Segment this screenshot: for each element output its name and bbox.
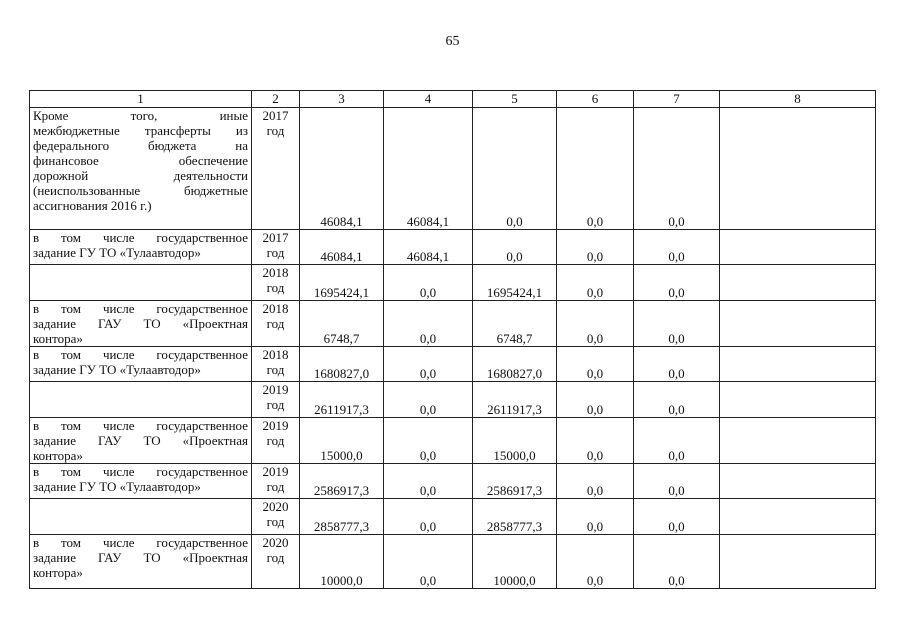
table-row: [30, 418, 876, 464]
value-cell: 46084,1: [300, 230, 384, 265]
table-row: [30, 347, 876, 382]
value-cell: 0,0: [634, 418, 720, 464]
value-cell: 0,0: [557, 230, 634, 265]
notes-cell: [720, 418, 876, 464]
row-year: [252, 418, 300, 464]
value-cell: 0,0: [557, 108, 634, 230]
description-line: в том числе государственное: [33, 301, 248, 316]
value-cell: 0,0: [634, 230, 720, 265]
table-row: [30, 265, 876, 301]
row-description: [30, 382, 252, 418]
row-year: [252, 301, 300, 347]
row-year: [252, 382, 300, 418]
year-line: 2019: [262, 418, 289, 433]
notes-cell: [720, 108, 876, 230]
description-line: контора»: [33, 448, 83, 463]
row-year: [252, 464, 300, 499]
table-row: [30, 108, 876, 230]
description-line: в том числе государственное: [33, 230, 248, 245]
value-cell: 46084,1: [300, 108, 384, 230]
notes-cell: [720, 382, 876, 418]
table-row: [30, 230, 876, 265]
notes-cell: [720, 464, 876, 499]
value-cell: 2586917,3: [473, 464, 557, 499]
value-cell: 15000,0: [473, 418, 557, 464]
description-line: задание ГАУ ТО «Проектная: [33, 550, 248, 565]
year-line: год: [266, 479, 285, 494]
year-line: год: [266, 550, 285, 565]
value-cell: 0,0: [557, 418, 634, 464]
page-number: 65: [445, 34, 460, 49]
notes-cell: [720, 499, 876, 535]
row-year: [252, 230, 300, 265]
notes-cell: [720, 230, 876, 265]
description-line: задание ГУ ТО «Тулаавтодор»: [33, 362, 201, 377]
year-line: год: [266, 245, 285, 260]
year-line: 2019: [262, 464, 289, 479]
value-cell: 1680827,0: [473, 347, 557, 382]
notes-cell: [720, 301, 876, 347]
value-cell: 0,0: [557, 499, 634, 535]
value-cell: 0,0: [634, 499, 720, 535]
table-row: [30, 464, 876, 499]
value-cell: 15000,0: [300, 418, 384, 464]
description-line: в том числе государственное: [33, 347, 248, 362]
year-line: 2018: [262, 265, 289, 280]
row-description: [30, 108, 252, 230]
year-line: 2020: [262, 535, 289, 550]
value-cell: 0,0: [557, 265, 634, 301]
header-row: [30, 91, 876, 108]
year-line: год: [266, 280, 285, 295]
row-description: [30, 418, 252, 464]
row-year: [252, 499, 300, 535]
column-header: 1: [30, 91, 252, 108]
year-line: год: [266, 433, 285, 448]
description-line: в том числе государственное: [33, 535, 248, 550]
row-year: [252, 265, 300, 301]
description-line: Кроме того, иные: [33, 108, 248, 123]
row-description: [30, 499, 252, 535]
value-cell: 1680827,0: [300, 347, 384, 382]
row-description: [30, 230, 252, 265]
value-cell: 0,0: [634, 265, 720, 301]
value-cell: 0,0: [634, 535, 720, 589]
column-header: 2: [252, 91, 300, 108]
row-year: [252, 347, 300, 382]
row-description: [30, 301, 252, 347]
description-line: федерального бюджета на: [33, 138, 248, 153]
year-line: год: [266, 397, 285, 412]
year-line: 2020: [262, 499, 289, 514]
description-line: задание ГАУ ТО «Проектная: [33, 316, 248, 331]
value-cell: 0,0: [557, 301, 634, 347]
value-cell: 2611917,3: [473, 382, 557, 418]
value-cell: 0,0: [634, 347, 720, 382]
description-line: ассигнования 2016 г.): [33, 198, 152, 213]
year-line: год: [266, 362, 285, 377]
row-description: [30, 347, 252, 382]
row-year: [252, 108, 300, 230]
value-cell: 0,0: [384, 535, 473, 589]
year-line: год: [266, 123, 285, 138]
value-cell: 0,0: [384, 265, 473, 301]
column-header: 7: [634, 91, 720, 108]
value-cell: 6748,7: [473, 301, 557, 347]
row-description: [30, 265, 252, 301]
year-line: 2019: [262, 382, 289, 397]
description-line: межбюджетные трансферты из: [33, 123, 248, 138]
value-cell: 0,0: [634, 464, 720, 499]
value-cell: 10000,0: [300, 535, 384, 589]
budget-table: [29, 90, 876, 589]
description-line: задание ГУ ТО «Тулаавтодор»: [33, 245, 201, 260]
value-cell: 46084,1: [384, 108, 473, 230]
value-cell: 0,0: [384, 382, 473, 418]
value-cell: 0,0: [557, 347, 634, 382]
value-cell: 0,0: [473, 108, 557, 230]
value-cell: 0,0: [557, 464, 634, 499]
table-row: [30, 301, 876, 347]
row-description: [30, 464, 252, 499]
value-cell: 2586917,3: [300, 464, 384, 499]
value-cell: 2858777,3: [473, 499, 557, 535]
table-row: [30, 499, 876, 535]
year-line: 2018: [262, 301, 289, 316]
row-year: [252, 535, 300, 589]
value-cell: 1695424,1: [473, 265, 557, 301]
value-cell: 2611917,3: [300, 382, 384, 418]
value-cell: 46084,1: [384, 230, 473, 265]
value-cell: 6748,7: [300, 301, 384, 347]
description-line: (неиспользованные бюджетные: [33, 183, 248, 198]
value-cell: 1695424,1: [300, 265, 384, 301]
value-cell: 0,0: [634, 382, 720, 418]
description-line: дорожной деятельности: [33, 168, 248, 183]
description-line: задание ГАУ ТО «Проектная: [33, 433, 248, 448]
description-line: контора»: [33, 565, 83, 580]
value-cell: 0,0: [384, 464, 473, 499]
row-description: [30, 535, 252, 589]
notes-cell: [720, 347, 876, 382]
value-cell: 0,0: [634, 301, 720, 347]
value-cell: 0,0: [557, 535, 634, 589]
notes-cell: [720, 535, 876, 589]
notes-cell: [720, 265, 876, 301]
description-line: контора»: [33, 331, 83, 346]
value-cell: 0,0: [384, 301, 473, 347]
year-line: 2017: [262, 230, 289, 245]
value-cell: 10000,0: [473, 535, 557, 589]
value-cell: 0,0: [384, 418, 473, 464]
column-header: 3: [300, 91, 384, 108]
description-line: финансовое обеспечение: [33, 153, 248, 168]
value-cell: 0,0: [557, 382, 634, 418]
value-cell: 0,0: [634, 108, 720, 230]
value-cell: 0,0: [473, 230, 557, 265]
year-line: год: [266, 316, 285, 331]
year-line: год: [266, 514, 285, 529]
value-cell: 0,0: [384, 347, 473, 382]
description-line: задание ГУ ТО «Тулаавтодор»: [33, 479, 201, 494]
table-row: [30, 535, 876, 589]
description-line: в том числе государственное: [33, 418, 248, 433]
column-header: 6: [557, 91, 634, 108]
column-header: 4: [384, 91, 473, 108]
column-header: 8: [720, 91, 876, 108]
description-line: в том числе государственное: [33, 464, 248, 479]
table-body: [30, 108, 876, 589]
table-row: [30, 382, 876, 418]
year-line: 2017: [262, 108, 289, 123]
value-cell: 2858777,3: [300, 499, 384, 535]
column-header: 5: [473, 91, 557, 108]
year-line: 2018: [262, 347, 289, 362]
value-cell: 0,0: [384, 499, 473, 535]
